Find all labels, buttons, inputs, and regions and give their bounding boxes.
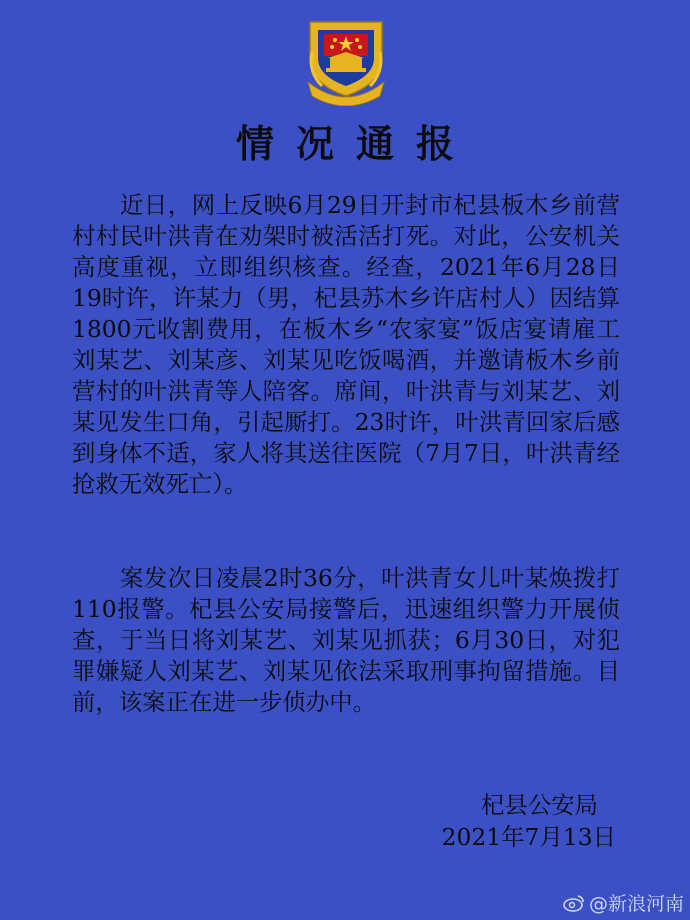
paragraph-text: 案发次日凌晨2时36分，叶洪青女儿叶某焕拨打110报警。杞县公安局接警后，迅速组织警力开展侦查，于当日将刘某艺、刘某见抓获；6月30日，对犯罪嫌疑人刘某艺、刘某见依法采取刑事拘留措施。目前，该案正在进一步侦办中。	[72, 564, 620, 716]
police-emblem-icon	[300, 12, 392, 106]
paragraph-text: 近日，网上反映6月29日开封市杞县板木乡前营村村民叶洪青在劝架时被活活打死。对此，公安机关高度重视，立即组织核查。经查，2021年6月28日19时许，许某力（男，杞县苏木乡许店村人）因结算1800元收割费用，在板木乡“农家宴”饭店宴请雇工刘某艺、刘某彦、刘某见吃饭喝酒，并邀请板木乡前营村的叶洪青等人陪客。席间，叶洪青与刘某艺、刘某见发生口角，引起厮打。23时许，叶洪青回家后感到身体不适，家人将其送往医院（7月7日，叶洪青经抢救无效死亡）。	[72, 191, 620, 498]
watermark-text: @新浪河南	[588, 893, 684, 915]
watermark	[563, 889, 684, 916]
signature-date: 2021年7月13日	[441, 823, 616, 851]
signature-organization: 杞县公安局	[481, 791, 598, 819]
body-paragraph-2	[72, 563, 620, 718]
weibo-icon	[563, 894, 585, 912]
page-title: 情况通报	[235, 121, 476, 166]
body-paragraph-1	[72, 190, 620, 500]
